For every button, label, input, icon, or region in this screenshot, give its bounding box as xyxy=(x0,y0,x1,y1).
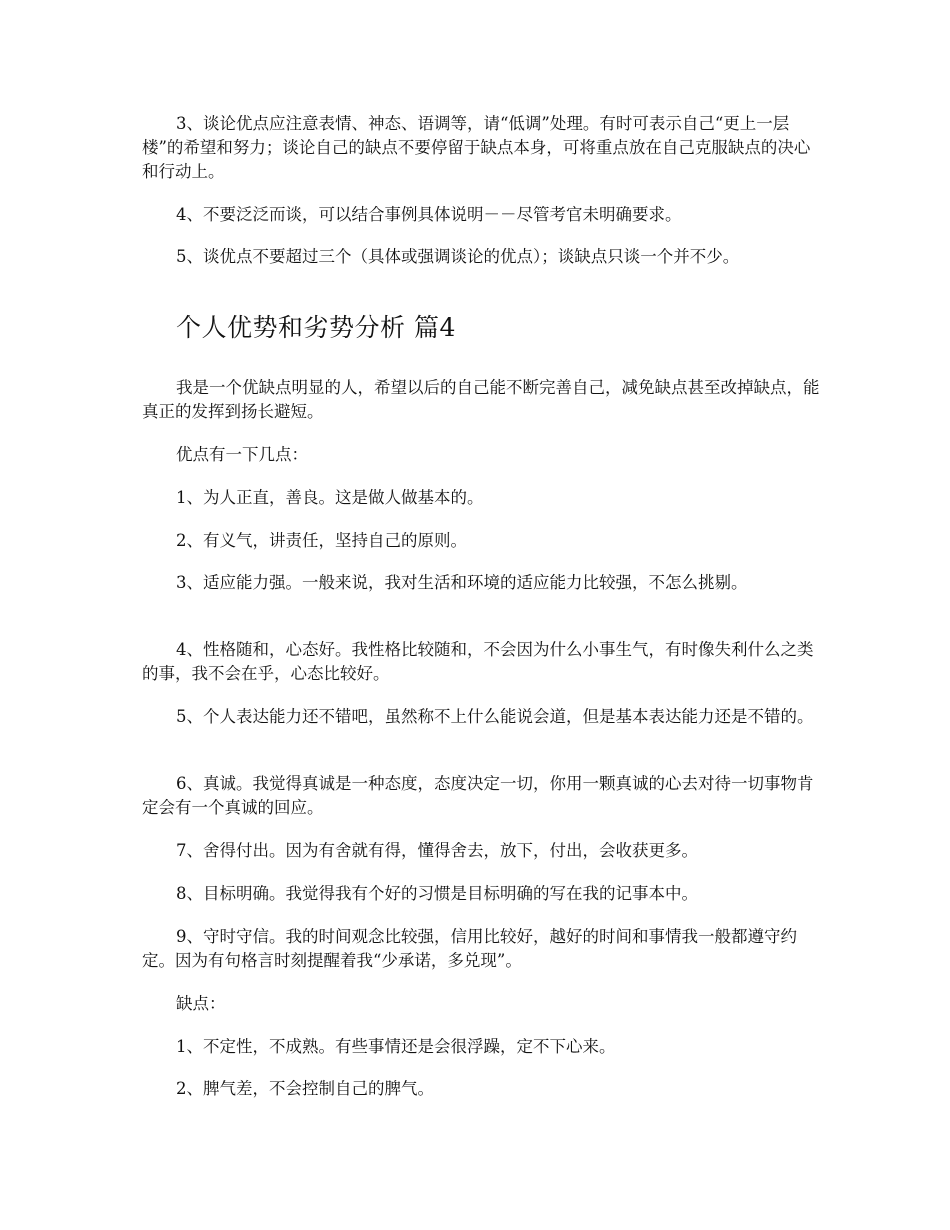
paragraph-tip-3: 3、谈论优点应注意表情、神态、语调等，请“低调”处理。有时可表示自己“更上一层楼”的希望和努力；谈论自己的缺点不要停留于缺点本身，可将重点放在自己克服缺点的决心和行动上。 xyxy=(142,114,811,181)
paragraph-strengths-heading: 优点有一下几点： xyxy=(176,445,308,464)
paragraph-weaknesses-heading: 缺点： xyxy=(176,994,226,1013)
paragraph-weakness-1: 1、不定性，不成熟。有些事情还是会很浮躁，定不下心来。 xyxy=(176,1037,616,1056)
paragraph-strength-1: 1、为人正直，善良。这是做人做基本的。 xyxy=(176,488,484,507)
paragraph-strength-9: 9、守时守信。我的时间观念比较强，信用比较好，越好的时间和事情我一般都遵守约定。因为有句格言时刻提醒着我“少承诺，多兑现”。 xyxy=(142,927,797,970)
paragraph-strength-4: 4、性格随和，心态好。我性格比较随和，不会因为什么小事生气，有时像失利什么之类的事，我不会在乎，心态比较好。 xyxy=(142,640,814,683)
paragraph-strength-7: 7、舍得付出。因为有舍就有得，懂得舍去，放下，付出，会收获更多。 xyxy=(176,841,698,860)
paragraph-tip-5: 5、谈优点不要超过三个（具体或强调谈论的优点）；谈缺点只谈一个并不少。 xyxy=(176,247,740,266)
paragraph-intro: 我是一个优缺点明显的人，希望以后的自己能不断完善自己，减免缺点甚至改掉缺点，能真正的发挥到扬长避短。 xyxy=(142,378,820,421)
paragraph-strength-5: 5、个人表达能力还不错吧，虽然称不上什么能说会道，但是基本表达能力还是不错的。 xyxy=(176,707,814,726)
paragraph-strength-2: 2、有义气，讲责任，坚持自己的原则。 xyxy=(176,531,467,550)
paragraph-strength-6: 6、真诚。我觉得真诚是一种态度，态度决定一切，你用一颗真诚的心去对待一切事物肯定会有一个真诚的回应。 xyxy=(142,774,814,817)
paragraph-strength-3: 3、适应能力强。一般来说，我对生活和环境的适应能力比较强，不怎么挑剔。 xyxy=(176,573,748,592)
paragraph-weakness-2: 2、脾气差，不会控制自己的脾气。 xyxy=(176,1079,434,1098)
paragraph-strength-8: 8、目标明确。我觉得我有个好的习惯是目标明确的写在我的记事本中。 xyxy=(176,884,698,903)
paragraph-tip-4: 4、不要泛泛而谈，可以结合事例具体说明－－尽管考官未明确要求。 xyxy=(176,205,682,224)
section-heading: 个人优势和劣势分析 篇4 xyxy=(176,313,456,342)
